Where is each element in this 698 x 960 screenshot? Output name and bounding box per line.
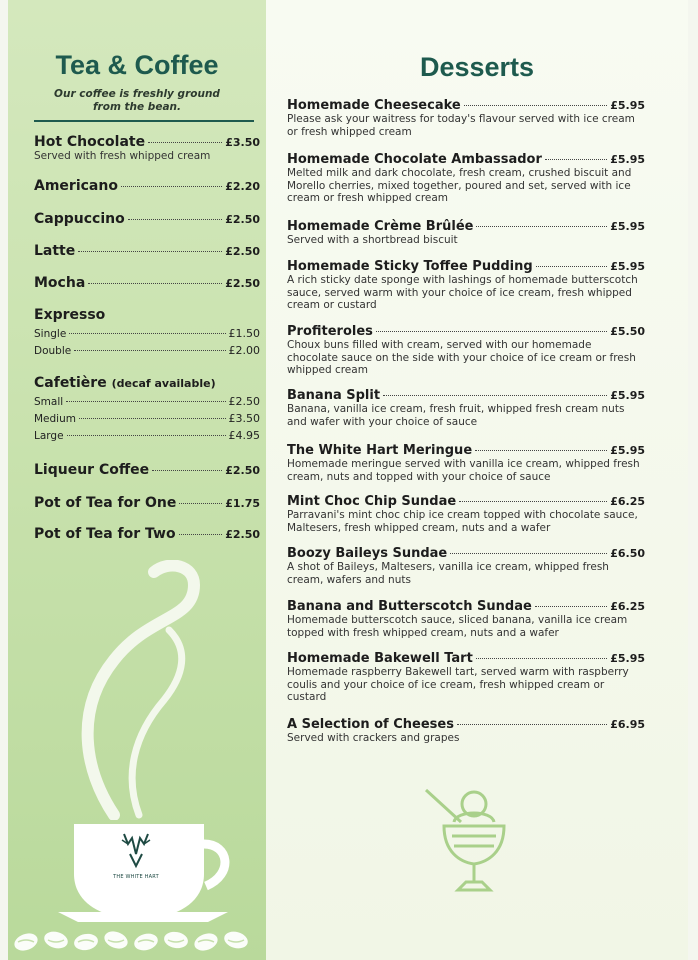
dessert-description: Banana, vanilla ice cream, fresh fruit, whipped fresh cream nuts and wafer with your choice of sauce [287, 403, 625, 428]
dessert-name: Homemade Sticky Toffee Pudding [287, 259, 533, 274]
drink-name: Americano [34, 178, 118, 194]
size-price: £4.95 [228, 429, 260, 442]
drink-price: £2.50 [225, 464, 260, 477]
size-name: Medium [34, 413, 76, 425]
dessert-price: £5.95 [610, 389, 645, 402]
drink-item [34, 211, 260, 227]
leader-dots [179, 503, 222, 504]
dessert-item [287, 717, 645, 745]
drink-name: Cappuccino [34, 211, 125, 227]
size-price: £2.50 [228, 395, 260, 408]
dessert-description: Homemade meringue served with vanilla ice cream, whipped fresh cream, nuts and topped with your choice of sauce [287, 458, 640, 483]
dessert-item [287, 651, 645, 704]
drink-name: Mocha [34, 275, 86, 291]
drink-name: Pot of Tea for One [34, 495, 177, 511]
leader-dots [464, 105, 607, 106]
dessert-item [287, 388, 645, 428]
size-name: Single [34, 328, 67, 340]
dessert-price: £5.95 [610, 153, 645, 166]
leader-dots [476, 658, 607, 659]
cafetiere-name: Cafetière [34, 375, 107, 391]
size-price: £2.00 [228, 344, 260, 357]
dessert-description: Served with crackers and grapes [287, 732, 460, 744]
dessert-item [287, 546, 645, 586]
drink-item [34, 275, 260, 291]
drink-price: £2.50 [225, 213, 260, 226]
dessert-item [287, 219, 645, 247]
steam-swirl-icon [44, 560, 214, 820]
leader-dots [536, 266, 608, 267]
size-price: £3.50 [228, 412, 260, 425]
dessert-name: Banana Split [287, 388, 381, 403]
dessert-item [287, 599, 645, 639]
drink-price: £2.20 [225, 180, 260, 193]
dessert-price: £6.25 [610, 600, 645, 613]
leader-dots [79, 418, 226, 419]
dessert-price: £6.25 [610, 495, 645, 508]
drink-price: £2.50 [225, 528, 260, 541]
dessert-price: £6.50 [610, 547, 645, 560]
dessert-description: A rich sticky date sponge with lashings of homemade butterscotch sauce, served warm with your choice of ice cream, fresh whipped cream or custard [287, 274, 638, 311]
leader-dots [457, 724, 607, 725]
dessert-description: Please ask your waitress for today's flavour served with ice cream or fresh whipped cream [287, 113, 635, 138]
section-divider [34, 120, 254, 122]
cafetiere-group [34, 375, 260, 442]
cafetiere-note: (decaf available) [111, 377, 216, 390]
leader-dots [459, 501, 607, 502]
subtitle-line-2: from the bean. [92, 101, 181, 113]
menu-page [8, 0, 688, 960]
drink-price: £2.50 [225, 245, 260, 258]
leader-dots [69, 333, 225, 334]
drink-name: Pot of Tea for Two [34, 526, 176, 542]
white-hart-logo [106, 830, 166, 880]
leader-dots [121, 186, 222, 187]
logo-text: THE WHITE HART [113, 874, 159, 880]
stag-antlers-icon [116, 830, 156, 870]
dessert-name: Banana and Butterscotch Sundae [287, 599, 532, 614]
size-name: Large [34, 430, 64, 442]
drink-item [34, 178, 260, 194]
desserts-title: Desserts [419, 52, 535, 82]
drink-item [34, 134, 260, 162]
dessert-description: Choux buns filled with cream, served with our homemade chocolate sauce on the side with your choice of ice cream or fresh whipped cream [287, 339, 636, 376]
dessert-name: Homemade Bakewell Tart [287, 651, 473, 666]
dessert-price: £5.95 [610, 99, 645, 112]
leader-dots [376, 331, 607, 332]
dessert-item [287, 98, 645, 138]
drink-item [34, 526, 260, 542]
dessert-description: Homemade butterscotch sauce, sliced banana, vanilla ice cream topped with fresh whipped cream, nuts and a wafer [287, 614, 628, 639]
drink-price: £3.50 [225, 136, 260, 149]
dessert-item [287, 324, 645, 377]
leader-dots [67, 435, 226, 436]
dessert-price: £5.95 [610, 220, 645, 233]
dessert-price: £5.95 [610, 652, 645, 665]
expresso-group [34, 307, 260, 357]
cafetiere-title [34, 375, 260, 391]
expresso-title: Expresso [34, 307, 106, 323]
coffee-beans-icon [8, 920, 266, 960]
size-name: Double [34, 345, 72, 357]
dessert-name: Profiteroles [287, 324, 373, 339]
tea-coffee-subtitle [8, 88, 266, 114]
drink-item [34, 462, 260, 478]
drink-price: £2.50 [225, 277, 260, 290]
dessert-price: £6.95 [610, 718, 645, 731]
leader-dots [152, 470, 222, 471]
drink-name: Liqueur Coffee [34, 462, 150, 478]
tea-coffee-title: Tea & Coffee [55, 50, 219, 80]
leader-dots [476, 226, 607, 227]
dessert-description: A shot of Baileys, Maltesers, vanilla ice cream, whipped fresh cream, wafers and nuts [287, 561, 609, 586]
drink-item [34, 243, 260, 259]
dessert-name: A Selection of Cheeses [287, 717, 454, 732]
leader-dots [535, 606, 607, 607]
dessert-description: Melted milk and dark chocolate, fresh cream, crushed biscuit and Morello cherries, mixed together, poured and set, served with ice cream or fresh whipped cream [287, 167, 632, 204]
leader-dots [450, 553, 607, 554]
dessert-item [287, 152, 645, 205]
size-price: £1.50 [228, 327, 260, 340]
dessert-name: Boozy Baileys Sundae [287, 546, 448, 561]
subtitle-line-1: Our coffee is freshly ground [54, 88, 220, 100]
leader-dots [475, 450, 607, 451]
drink-name: Latte [34, 243, 76, 259]
leader-dots [74, 350, 225, 351]
leader-dots [88, 283, 222, 284]
drink-item [34, 495, 260, 511]
dessert-name: The White Hart Meringue [287, 443, 473, 458]
leader-dots [128, 219, 222, 220]
drink-description: Served with fresh whipped cream [34, 150, 211, 162]
size-name: Small [34, 396, 64, 408]
dessert-description: Served with a shortbread biscuit [287, 234, 458, 246]
drink-name: Hot Chocolate [34, 134, 146, 150]
dessert-name: Homemade Cheesecake [287, 98, 461, 113]
leader-dots [78, 251, 222, 252]
drink-price: £1.75 [225, 497, 260, 510]
dessert-name: Mint Choc Chip Sundae [287, 494, 457, 509]
dessert-name: Homemade Chocolate Ambassador [287, 152, 542, 167]
dessert-price: £5.95 [610, 260, 645, 273]
dessert-price: £5.95 [610, 444, 645, 457]
leader-dots [179, 534, 223, 535]
sundae-glass-icon [416, 782, 516, 902]
leader-dots [66, 401, 225, 402]
dessert-item [287, 259, 645, 312]
dessert-description: Homemade raspberry Bakewell tart, served warm with raspberry coulis and your choice of ice cream, fresh whipped cream or custard [287, 666, 629, 703]
leader-dots [383, 395, 607, 396]
leader-dots [545, 159, 607, 160]
dessert-price: £5.50 [610, 325, 645, 338]
dessert-name: Homemade Crème Brûlée [287, 219, 474, 234]
leader-dots [148, 142, 222, 143]
dessert-description: Parravani's mint choc chip ice cream topped with chocolate sauce, Maltesers, fresh whipped cream, nuts and a wafer [287, 509, 638, 534]
dessert-item [287, 443, 645, 483]
dessert-item [287, 494, 645, 534]
